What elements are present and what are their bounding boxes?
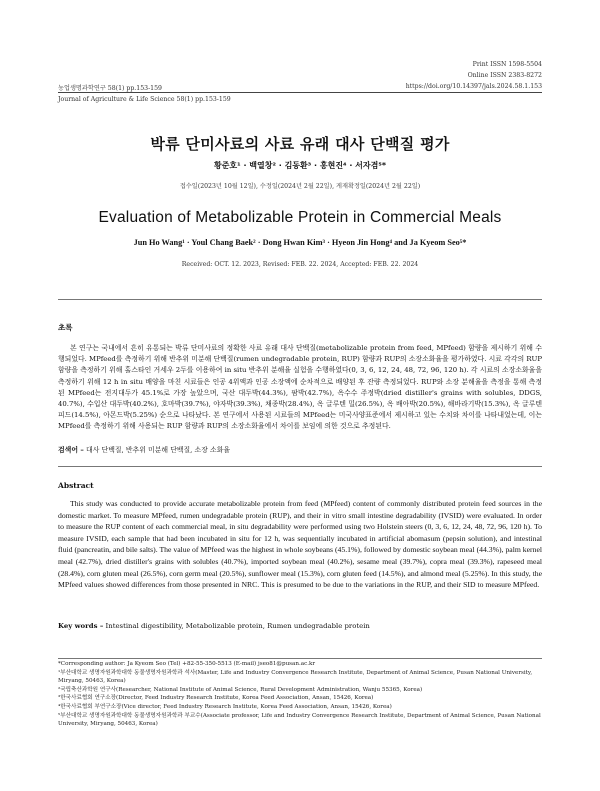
divider-ko-abstract <box>58 299 542 300</box>
keywords-ko <box>58 444 542 454</box>
dates-korean: 접수일(2023년 10월 12일), 수정일(2024년 2월 22일), 게재확정일(2024년 2월 22일) <box>179 183 421 190</box>
footnote-affiliation-3: ³한국사료협회 연구소장(Director, Feed Industry Research Institute, Korea Feed Association, Ansan, 15426, Korea) <box>58 695 374 702</box>
abstract-ko-text: 본 연구는 국내에서 흔히 유통되는 박류 단미사료의 정확한 사료 유래 대사 단백질(metabolizable protein from feed, MPfeed) 함량을 제시하기 위해 수행되었다. MPfeed를 측정하기 위해 반추위 미분해 단백질(rumen undegradable protein, RUP) 함량과 RUP의 소장소화율을 평가하였다. 시료 각각의 RUP 함량을 측정하기 위해 홀스타인 거세우 2두를 이용하여 in situ 반추위 분해율 실험을 수행하였다(0, 3, 6, 12, 24, 48, 72, 96, 120 h). 각 시료의 소장소화율을 측정하기 위해 12 h in situ 배양을 마친 시료들은 인공 4위액과 인공 소장액에 순차적으로 배양된 후 잔량 측정되었다. RUP와 소장 분해율을 측정을 통해 측정된 MPfeed는 전지대두가 45.1%로 가장 높았으며, 국산 대두박(44.3%), 팜박(42.7%), 옥수수 주정박(dried distiller's grains with solubles, DDGS, 40.7%), 수입산 대두박(40.2%), 호마박(39.7%), 야자박(39.3%), 채종박(28.4%), 옥 글루텐 밀(26.5%), 옥 배아박(20.5%), 해바라기박(15.3%), 옥 글루텐 피드(14.5%), 아몬드박(5.25%) 순으로 나타났다. 본 연구에서 사용된 시료들의 MPfeed는 미국사양표준에서 제시하고 있는 수치와 차이를 나타내었는데, 이는 MPfeed를 측정하기 위해 사용되는 RUP 함량과 RUP의 소장소화율에서 차이를 보임에 의한 것으로 추정된다. <box>58 344 542 431</box>
print-issn: Print ISSN 1598-5504 <box>472 61 542 68</box>
footnote-affiliation-5: ⁵부산대학교 생명자원과학대학 동물생명자원과학과 부교수(Associate professor, Life and Industry Convergence Research Institute, Department of Animal Science, Pusan National University, Miryang, 50463, Korea) <box>58 712 541 728</box>
keywords-ko-label: 검색어 – <box>58 446 84 454</box>
divider-en-abstract <box>58 466 542 467</box>
online-issn: Online ISSN 2383-8272 <box>467 72 542 79</box>
footnotes <box>58 660 542 729</box>
title-korean: 박류 단미사료의 사료 유래 대사 단백질 평가 <box>150 135 450 153</box>
keywords-ko-value: 대사 단백질, 반추위 미분해 단백질, 소장 소화율 <box>86 446 231 454</box>
footnote-affiliation-4: ⁴한국사료협회 부연구소장(Vice director, Feed Industry Research Institute, Korea Feed Association, Ansan, 15426, Korea) <box>58 703 392 710</box>
header-rule <box>58 92 542 93</box>
keywords-en-label: Key words – <box>58 622 104 630</box>
footnote-rule <box>58 658 542 659</box>
footnote-affiliation-2: ²국립축산과학원 연구사(Researcher, National Institute of Animal Science, Rural Development Administration, Wanju 55365, Korea) <box>58 686 423 693</box>
abstract-en-text: This study was conducted to provide accurate metabolizable protein from feed (MPfeed) content of commonly distributed protein feed sources in the domestic market. To measure MPfeed, rumen undegradable protein (RUP), and their in vitro small intestine degradability (IVSID) were evaluated. In order to measure the RUP content of each commercial meal, in situ degradability were performed using two Holstein steers (0, 3, 6, 12, 24, 48, 72, 96, 120 h). To measure IVSID, each sample that had been incubated in situ for 12 h, was sequentially incubated in artificial abomasum (pepsin solution), and intestinal fluid (pancreatin, and bile salts). The value of MPfeed was the highest in whole soybeans (45.1%), followed by domestic soybean meal (44.3%), palm kernel meal (42.7%), dried distiller's grains with solubles (40.7%), imported soybean meal (40.2%), sesame meal (39.7%), copra meal (39.3%), rapeseed meal (28.4%), corn gluten meal (26.5%), corn germ meal (20.5%), sunflower meal (15.3%), corn gluten feed (14.5%), and almond meal (5.25%). In this study, the MPfeed values showed differences from those presented in NRC. This is presumed to be due to the variations in the RUP, and their SID to measure MPfeed. <box>58 499 542 590</box>
footnote-affiliation-1: ¹부산대학교 생명자원과학대학 동물생명자원과학과 석사(Master, Life and Industry Convergence Research Institute, Department of Animal Science, Pusan National University, Miryang, 50463, Korea) <box>58 669 533 685</box>
journal-header-en: Journal of Agriculture & Life Science 58(1) pp.153-159 <box>58 96 231 103</box>
abstract-en-heading: Abstract <box>58 481 94 490</box>
keywords-en-value: Intestinal digestibility, Metabolizable protein, Rumen undegradable protein <box>105 622 370 630</box>
authors-english: Jun Ho Wang¹ · Youl Chang Baek² · Dong Hwan Kim³ · Hyeon Jin Hong⁴ and Ja Kyeom Seo⁵* <box>133 238 467 247</box>
journal-header-ko: 농업생명과학연구 58(1) pp.153-159 <box>58 85 162 92</box>
footnote-corresponding: *Corresponding author: Ja Kyeom Seo (Tel) +82-55-350-5513 (E-mail) jseo81@pusan.ac.kr <box>58 661 316 667</box>
dates-english: Received: OCT. 12. 2023, Revised: FEB. 22. 2024, Accepted: FEB. 22. 2024 <box>181 261 419 268</box>
title-english: Evaluation of Metabolizable Protein in Commercial Meals <box>98 209 502 226</box>
abstract-ko-heading: 초록 <box>58 323 73 332</box>
doi-link[interactable]: https://doi.org/10.14397/jals.2024.58.1.153 <box>405 83 542 90</box>
authors-korean: 황준호¹ · 백열창² · 김동환³ · 홍현진⁴ · 서자겸⁵* <box>213 161 387 170</box>
keywords-en <box>58 622 542 630</box>
